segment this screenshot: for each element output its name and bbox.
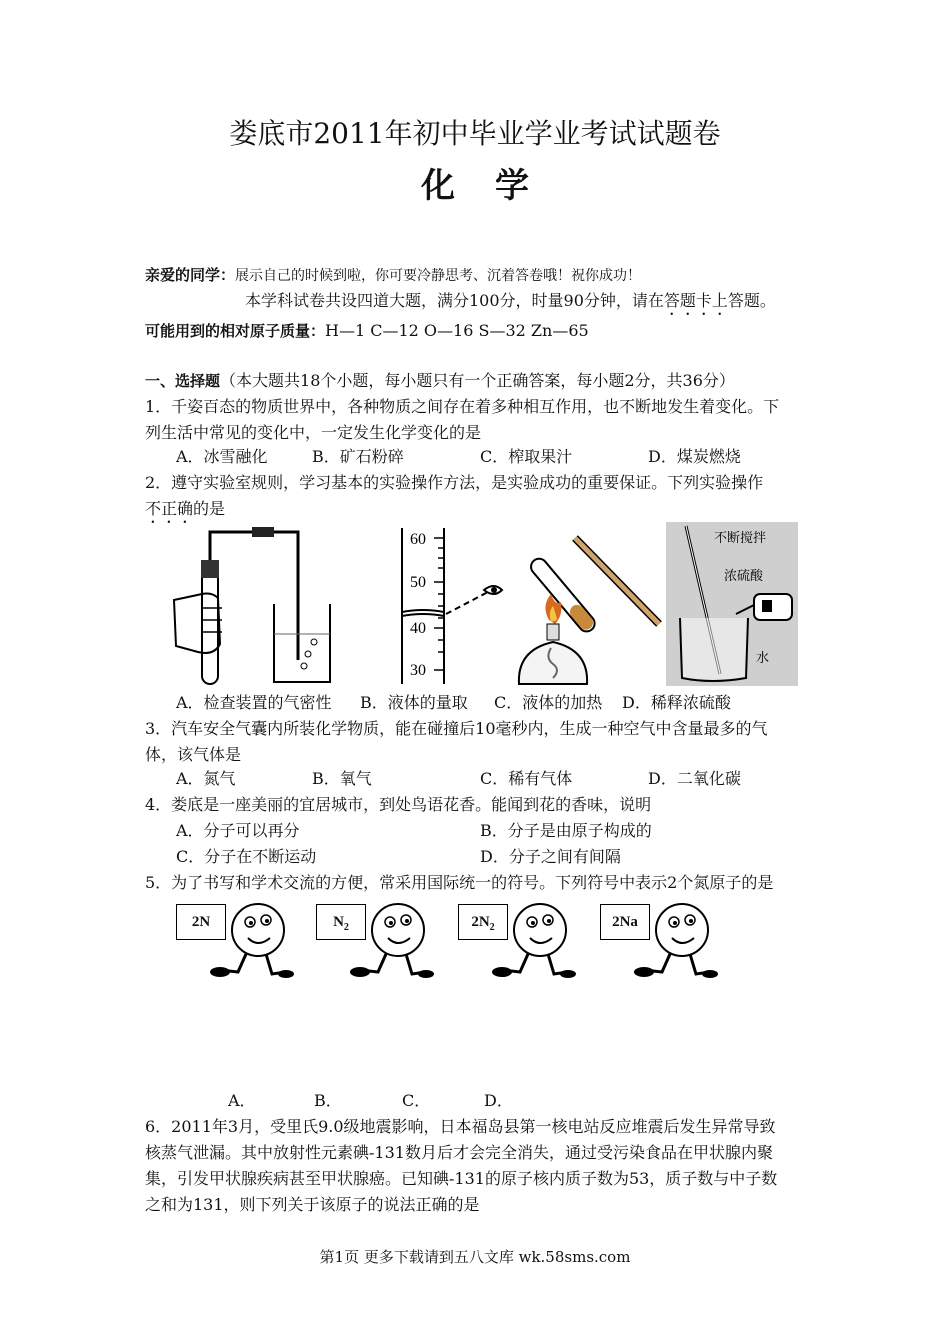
- notice-line: [245, 288, 925, 319]
- q6-stem-line3: 集，引发甲状腺疾病甚至甲状腺癌。已知碘-131的原子核内质子数为53，质子数与中子数: [145, 1169, 778, 1188]
- q2-option-b: B．液体的量取: [360, 693, 468, 712]
- q6-stem-line4: 之和为131，则下列关于该原子的说法正确的是: [145, 1195, 480, 1214]
- q2-option-d: D．稀释浓硫酸: [622, 693, 731, 712]
- q5-symbol-c-text: 2N: [471, 914, 490, 930]
- cylinder-tick-60: 60: [410, 531, 426, 548]
- q3-stem-line2: 体，该气体是: [145, 745, 242, 764]
- q5-symbol-a: [176, 904, 226, 940]
- q3-option-a: A．氮气: [176, 769, 236, 788]
- q5-symbol-b: [316, 904, 366, 940]
- dilute-label-acid: 浓硫酸: [724, 569, 764, 584]
- q1-option-d: D．煤炭燃烧: [648, 447, 741, 466]
- q3-option-c: C．稀有气体: [480, 769, 573, 788]
- notice-emphasis: 答题卡上: [663, 291, 728, 310]
- q2-option-c: C．液体的加热: [494, 693, 603, 712]
- dilute-label-water: 水: [756, 651, 770, 666]
- q4-option-d: D．分子之间有间隔: [480, 847, 621, 866]
- cylinder-tick-30: 30: [410, 662, 426, 679]
- liquid-measuring-figure: [388, 524, 506, 688]
- q1-stem-line2: 列生活中常见的变化中，一定发生化学变化的是: [145, 423, 482, 442]
- exam-title: 娄底市2011年初中毕业学业考试试题卷: [229, 117, 721, 150]
- q1-option-b: B．矿石粉碎: [312, 447, 404, 466]
- q5-symbol-c: [458, 904, 508, 940]
- greeting-line: [145, 262, 825, 289]
- q5-symbol-a-text: 2N: [191, 914, 211, 930]
- q5-symbol-d-text: 2Na: [612, 914, 638, 930]
- q5-symbol-d: [600, 904, 650, 940]
- q4-stem-line1: 4．娄底是一座美丽的宜居城市，到处鸟语花香。能闻到花的香味，说明: [145, 795, 652, 814]
- atomic-mass-values: H—1 C—12 O—16 S—32 Zn—65: [325, 321, 589, 340]
- q5-option-c: C．: [402, 1091, 431, 1110]
- section-one-desc: （本大题共18个小题，每小题只有一个正确答案，每小题2分，共36分）: [220, 371, 735, 390]
- q3-stem-line1: 3．汽车安全气囊内所装化学物质，能在碰撞后10毫秒内，生成一种空气中含量最多的气: [145, 719, 768, 738]
- q4-option-b: B．分子是由原子构成的: [480, 821, 652, 840]
- q5-symbol-b-text: N: [333, 914, 344, 930]
- airtightness-check-figure: [168, 524, 340, 688]
- section-one-heading: [145, 368, 825, 394]
- q5-figure-a: [176, 900, 296, 990]
- q1-option-c: C．榨取果汁: [480, 447, 573, 466]
- q3-option-b: B．氧气: [312, 769, 372, 788]
- q3-option-d: D．二氧化碳: [648, 769, 741, 788]
- q5-figure-d: [600, 900, 720, 990]
- q5-option-b: B．: [314, 1091, 342, 1110]
- q6-stem-line1: 6．2011年3月，受里氏9.0级地震影响，日本福岛县第一核电站反应堆震后发生异常导致: [145, 1117, 776, 1136]
- q2-option-a: A．检查装置的气密性: [176, 693, 332, 712]
- q5-symbol-c-sub: 2: [489, 922, 495, 933]
- q2-emphasis: 不正确: [145, 499, 194, 518]
- q5-option-d: D．: [484, 1091, 513, 1110]
- subject-title: 化学: [421, 166, 569, 206]
- section-one-label: 一、选择题: [145, 372, 221, 390]
- q5-figure-c: [458, 900, 578, 990]
- q1-stem-line1: 1．千姿百态的物质世界中，各种物质之间存在着多种相互作用，也不断地发生着变化。下: [145, 397, 780, 416]
- dilute-acid-figure: [666, 522, 798, 686]
- q5-option-a: A．: [228, 1091, 256, 1110]
- q5-symbol-b-sub: 2: [343, 922, 349, 933]
- liquid-heating-figure: [505, 524, 665, 688]
- atomic-mass-line: [145, 318, 825, 344]
- cylinder-tick-50: 50: [410, 574, 426, 591]
- greeting-label: 亲爱的同学：: [145, 266, 236, 284]
- notice-pre: 本学科试卷共设四道大题，满分100分，时量90分钟，请在: [245, 291, 664, 310]
- page-footer: 第1页 更多下载请到五八文库 wk.58sms.com: [319, 1248, 631, 1266]
- q6-stem-line2: 核蒸气泄漏。其中放射性元素碘-131数月后才会完全消失，通过受污染食品在甲状腺内聚: [145, 1143, 773, 1162]
- q2-stem-post: 的是: [193, 499, 226, 518]
- notice-post: 答题。: [727, 291, 776, 310]
- dilute-label-stir: 不断搅拌: [714, 531, 767, 546]
- q2-stem-line1: 2．遵守实验室规则，学习基本的实验操作方法，是实验成功的重要保证。下列实验操作: [145, 473, 764, 492]
- q5-stem-line1: 5．为了书写和学术交流的方便，常采用国际统一的符号。下列符号中表示2个氮原子的是: [145, 873, 774, 892]
- q5-figure-b: [316, 900, 436, 990]
- q4-option-c: C．分子在不断运动: [176, 847, 317, 866]
- atomic-mass-label: 可能用到的相对原子质量：: [145, 322, 326, 340]
- q1-option-a: A．冰雪融化: [176, 447, 268, 466]
- greeting-text: 展示自己的时候到啦，你可要冷静思考、沉着答卷哦！祝你成功！: [235, 268, 642, 284]
- cylinder-tick-40: 40: [410, 620, 426, 637]
- q4-option-a: A．分子可以再分: [176, 821, 300, 840]
